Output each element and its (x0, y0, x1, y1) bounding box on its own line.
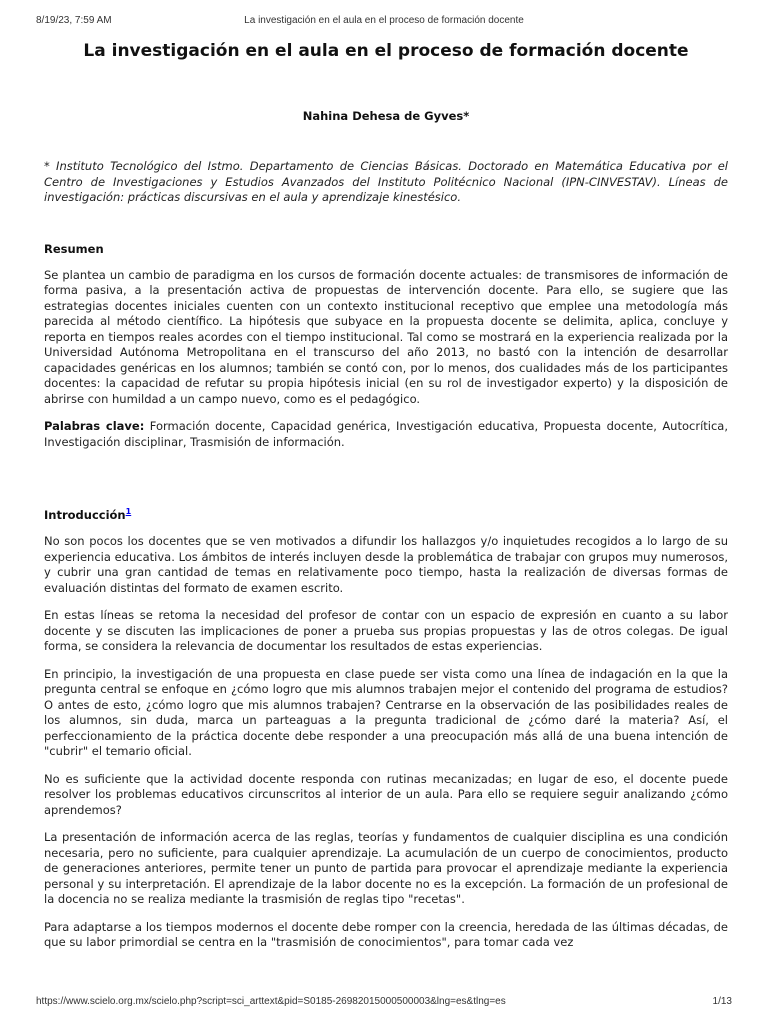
author-affiliation: * Instituto Tecnológico del Istmo. Departamento de Ciencias Básicas. Doctorado en Matemática Educativa por el Centro de Investigaciones y Estudios Avanzados del Instituto Politécnico Nacional (IPN-CINVESTAV). Líneas de investigación: prácticas discursivas en el aula y aprendizaje kinestésico. (44, 159, 728, 204)
article-body (44, 40, 728, 951)
intro-paragraph: No es suficiente que la actividad docente responda con rutinas mecanizadas; en lugar de eso, el docente puede resolver los problemas educativos circunscritos al interior de un aula. Para ello se requiere seguir analizando ¿cómo aprendemos? (44, 771, 728, 817)
intro-paragraph: En principio, la investigación de una propuesta en clase puede ser vista como una línea de indagación en la que la pregunta central se enfoque en ¿cómo logro que mis alumnos trabajen mejor el contenido del programa de estudios? O antes de esto, ¿cómo logro que mis alumnos trabajen? Centrarse en la observación de las posibilidades reales de los alumnos, sin duda, marca un parteaguas a la pregunta tradicional de ¿cómo daré la materia? Así, el perfeccionamiento de la práctica docente debe responder a una preocupación más allá de una buena intención de "cubrir" el temario oficial. (44, 666, 728, 758)
intro-paragraph: Para adaptarse a los tiempos modernos el docente debe romper con la creencia, heredada de las últimas décadas, de que su labor primordial se centra en la "trasmisión de conocimientos", para tomar cada vez (44, 919, 728, 949)
intro-paragraph: No son pocos los docentes que se ven motivados a difundir los hallazgos y/o inquietudes recogidos a lo largo de su experiencia educativa. Los ámbitos de interés incluyen desde la problemática de trabajar con grupos muy numerosos, y cubrir una gran cantidad de temas en relativamente poco tiempo, hasta la realización de diversas formas de evaluación distintas del formato de examen escrito. (44, 534, 728, 595)
intro-paragraph: En estas líneas se retoma la necesidad del profesor de contar con un espacio de expresión en cuanto a su labor docente y se discuten las implicaciones de poner a prueba sus propias propuestas y las de otros colegas. De igual forma, se considera la relevancia de documentar los resultados de estas experiencias. (44, 608, 728, 653)
keywords-text: Formación docente, Capacidad genérica, Investigación educativa, Propuesta docente, Autocrítica, Investigación disciplinar, Trasmisión de información. (44, 419, 728, 449)
intro-heading-text: Introducción (44, 508, 126, 522)
resumen-paragraph: Se plantea un cambio de paradigma en los cursos de formación docente actuales: de transmisores de información de forma pasiva, a la presentación activa de propuestas de intervención docente. Para ello, se sugiere que las estrategias docentes iniciales cuenten con un contexto institucional receptivo que emplee una metodología más parecida al método científico. La hipótesis que subyace en la propuesta docente se delimita, aplica, concluye y reporta en tiempos reales acordes con el tiempo institucional. Tal como se mostrará en la experiencia realizada por la Universidad Autónoma Metropolitana en el transcurso del año 2013, no bastó con la intención de desarrollar capacidades genéricas en los alumnos; también se contó con, por lo menos, dos cualidades más de los participantes docentes: la capacidad de refutar su propia hipótesis inicial (en su rol de investigador experto) y la disposición de abrirse con humildad a un campo nuevo, como es el pedagógico. (44, 267, 728, 406)
intro-paragraph: La presentación de información acerca de las reglas, teorías y fundamentos de cualquier disciplina es una condición necesaria, pero no suficiente, para cualquier aprendizaje. La acumulación de un cuerpo de conocimientos, producto de generaciones anteriores, permite tener un punto de partida para provocar el aprendizaje mediante la experiencia personal y su interpretación. El aprendizaje de la labor docente no es la excepción. La formación de un profesional de la docencia no se realiza mediante la trasmisión de reglas tipo "recetas". (44, 830, 728, 906)
footnote-link-1[interactable]: 1 (125, 507, 132, 517)
print-header (36, 15, 732, 29)
print-datetime: 8/19/23, 7:59 AM (36, 15, 112, 26)
print-doc-title: La investigación en el aula en el proceso de formación docente (244, 15, 524, 26)
article-title: La investigación en el aula en el proceso de formación docente (83, 41, 689, 61)
intro-heading (44, 508, 728, 523)
keywords-label: Palabras clave: (44, 419, 145, 433)
article-author: Nahina Dehesa de Gyves* (302, 109, 470, 123)
print-footer (36, 996, 732, 1010)
resumen-heading: Resumen (44, 241, 104, 256)
keywords-paragraph (44, 419, 728, 450)
page-number: 1/13 (712, 996, 732, 1007)
page-url: https://www.scielo.org.mx/scielo.php?script=sci_arttext&pid=S0185-26982015000500003&lng=es&tlng=es (36, 996, 506, 1007)
